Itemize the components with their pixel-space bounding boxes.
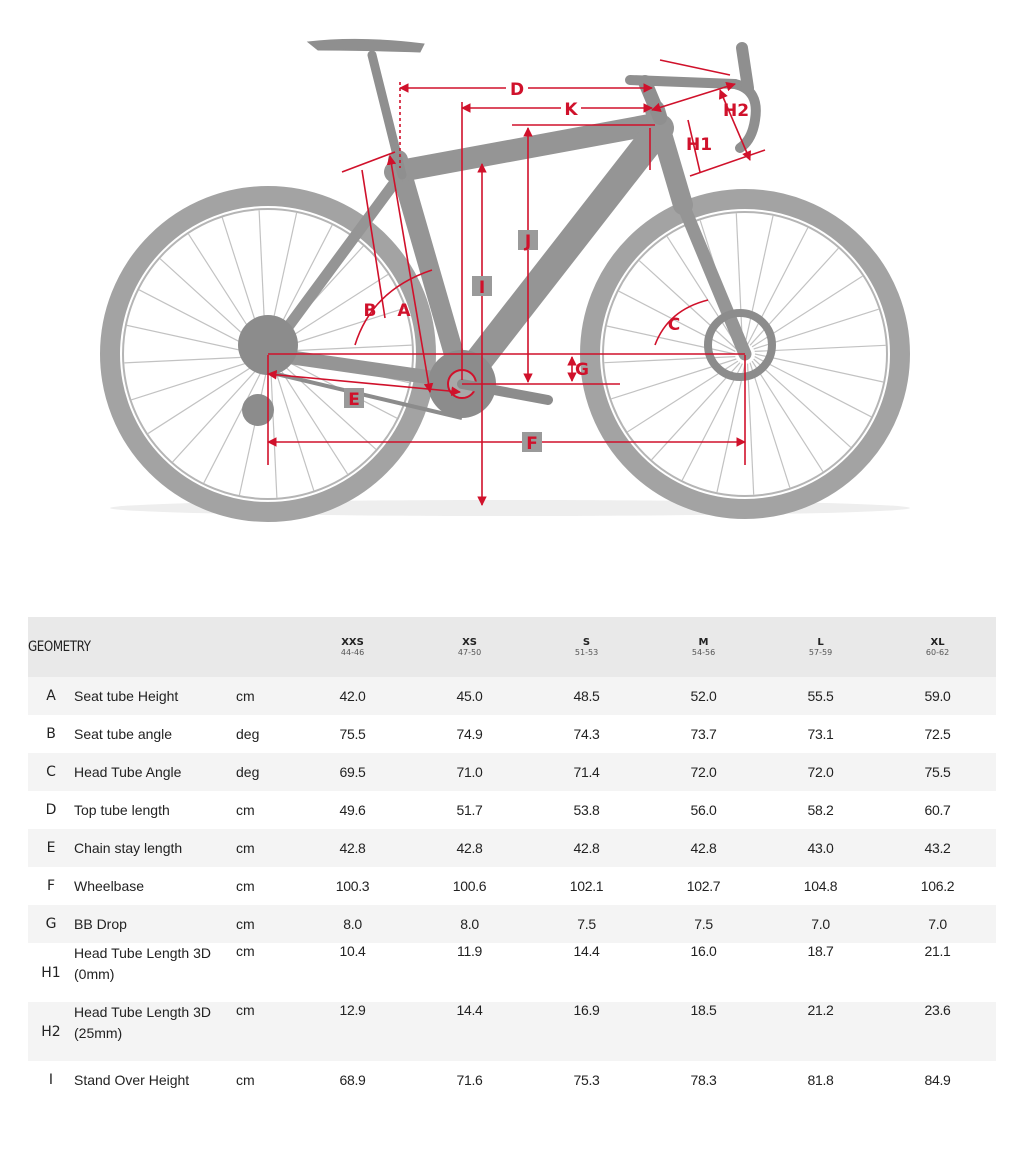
row-unit: cm [236, 943, 255, 959]
row-value-s: 14.4 [573, 943, 600, 959]
row-value-s: 71.4 [573, 764, 600, 780]
size-column-m [645, 617, 762, 677]
size-range: 60-62 [925, 647, 950, 657]
row-value-s: 7.5 [577, 916, 596, 932]
row-value-m: 52.0 [690, 688, 717, 704]
row-value-xl: 43.2 [924, 840, 951, 856]
row-code: A [46, 688, 56, 704]
row-value-xs: 11.9 [457, 943, 483, 959]
row-code: C [46, 764, 56, 780]
row-value-xs: 42.8 [456, 840, 483, 856]
wheel-spoke [748, 228, 808, 345]
row-value-xxs: 75.5 [339, 726, 366, 742]
row-value-xl: 60.7 [924, 802, 951, 818]
size-name: S [582, 636, 591, 648]
size-column-xs [411, 617, 528, 677]
size-range: 57-59 [808, 647, 833, 657]
row-unit: cm [236, 916, 255, 932]
size-range: 44-46 [340, 647, 365, 657]
wheel-spoke [748, 364, 754, 495]
label-d: D [509, 80, 525, 100]
row-value-m: 56.0 [690, 802, 717, 818]
row-value-l: 81.8 [807, 1072, 834, 1088]
label-h1: H1 [685, 135, 713, 155]
wheel-spoke [148, 361, 261, 433]
row-value-xl: 59.0 [924, 688, 951, 704]
row-value-xs: 51.7 [456, 802, 483, 818]
row-value-s: 75.3 [573, 1072, 600, 1088]
row-unit: deg [236, 764, 260, 780]
row-value-xxs: 10.4 [339, 943, 366, 959]
wheel-spoke [750, 363, 790, 488]
size-name: XXS [341, 636, 364, 648]
row-label: Head Tube Length 3D (25mm) [74, 1004, 211, 1041]
row-value-xs: 8.0 [460, 916, 479, 932]
row-unit: deg [236, 726, 260, 742]
row-code: H2 [41, 1023, 61, 1040]
row-value-l: 7.0 [811, 916, 830, 932]
label-j: J [524, 232, 532, 252]
table-row [28, 905, 996, 943]
row-value-s: 102.1 [569, 878, 604, 894]
wheel-spoke [124, 357, 258, 363]
table-row [28, 715, 996, 753]
bike-geometry-diagram [0, 0, 1023, 560]
table-row [28, 791, 996, 829]
label-h2: H2 [722, 101, 750, 121]
row-value-xs: 74.9 [456, 726, 483, 742]
table-title: GEOMETRY [28, 639, 91, 655]
row-value-m: 102.7 [686, 878, 721, 894]
table-row [28, 1002, 996, 1061]
row-value-xxs: 100.3 [335, 878, 370, 894]
row-value-xxs: 42.8 [339, 840, 366, 856]
label-c: C [667, 315, 681, 335]
row-value-s: 53.8 [573, 802, 600, 818]
size-range: 54-56 [691, 647, 716, 657]
row-value-l: 55.5 [807, 688, 834, 704]
row-value-l: 72.0 [807, 764, 834, 780]
size-range: 51-53 [574, 647, 599, 657]
wheel-spoke [271, 364, 277, 498]
row-value-l: 21.2 [807, 1002, 834, 1018]
row-value-s: 16.9 [573, 1002, 600, 1018]
row-value-xl: 72.5 [924, 726, 951, 742]
table-row [28, 1061, 996, 1099]
label-f: F [526, 434, 538, 454]
row-code: B [46, 726, 56, 742]
bike-illustration [0, 0, 1023, 560]
row-value-m: 18.5 [690, 1002, 717, 1018]
wheel-spoke [682, 364, 742, 481]
label-i: I [478, 278, 486, 298]
row-value-l: 43.0 [807, 840, 834, 856]
row-value-l: 73.1 [807, 726, 834, 742]
label-g: G [575, 360, 589, 380]
row-code: D [45, 802, 57, 818]
row-code: H1 [41, 964, 61, 981]
row-value-xxs: 42.0 [339, 688, 366, 704]
row-code: I [48, 1072, 54, 1088]
table-row [28, 867, 996, 905]
row-value-s: 74.3 [573, 726, 600, 742]
label-b: B [363, 301, 377, 321]
row-value-xs: 71.6 [456, 1072, 483, 1088]
row-label: BB Drop [74, 915, 127, 932]
row-value-xs: 100.6 [452, 878, 487, 894]
row-unit: cm [236, 688, 255, 704]
saddle [308, 39, 424, 175]
row-value-l: 58.2 [807, 802, 834, 818]
label-a: A [397, 301, 411, 321]
row-value-s: 42.8 [573, 840, 600, 856]
table-header [28, 617, 996, 677]
row-value-xl: 23.6 [924, 1002, 951, 1018]
row-value-xl: 106.2 [920, 878, 955, 894]
table-row [28, 677, 996, 715]
table-row [28, 753, 996, 791]
size-name: XL [930, 636, 945, 648]
wheel-spoke [752, 361, 823, 471]
row-value-m: 78.3 [690, 1072, 717, 1088]
table-row [28, 829, 996, 867]
row-code: E [46, 840, 56, 856]
row-value-m: 7.5 [694, 916, 713, 932]
row-label: Stand Over Height [74, 1071, 190, 1088]
label-e: E [348, 390, 360, 410]
size-range: 47-50 [457, 647, 482, 657]
size-name: L [817, 636, 824, 648]
row-value-xxs: 8.0 [343, 916, 362, 932]
row-unit: cm [236, 840, 255, 856]
row-value-xs: 14.4 [456, 1002, 483, 1018]
row-unit: cm [236, 802, 255, 818]
row-unit: cm [236, 1002, 255, 1018]
row-code: F [46, 878, 56, 894]
row-value-l: 104.8 [803, 878, 838, 894]
row-value-xs: 71.0 [456, 764, 483, 780]
row-value-xl: 75.5 [924, 764, 951, 780]
row-code: G [45, 916, 57, 932]
row-value-xxs: 49.6 [339, 802, 366, 818]
row-value-xl: 84.9 [924, 1072, 951, 1088]
row-value-l: 18.7 [807, 943, 834, 959]
size-name: XS [462, 636, 477, 648]
row-label: Head Tube Length 3D (0mm) [74, 945, 211, 982]
row-label: Wheelbase [74, 877, 145, 894]
wheel-spoke [755, 357, 872, 417]
row-label: Seat tube angle [74, 725, 173, 742]
label-k: K [564, 100, 578, 120]
row-label: Seat tube Height [74, 687, 179, 704]
row-value-xl: 21.1 [924, 943, 951, 959]
size-column-xl [879, 617, 996, 677]
size-column-s [528, 617, 645, 677]
row-value-xs: 45.0 [456, 688, 483, 704]
geometry-table [28, 617, 996, 1099]
table-body [28, 677, 996, 1099]
row-value-xl: 7.0 [928, 916, 947, 932]
row-value-m: 73.7 [690, 726, 717, 742]
row-value-xxs: 12.9 [339, 1002, 366, 1018]
row-label: Top tube length [74, 801, 170, 818]
row-value-m: 72.0 [690, 764, 717, 780]
size-column-xxs [294, 617, 411, 677]
row-value-s: 48.5 [573, 688, 600, 704]
row-label: Head Tube Angle [74, 763, 182, 780]
row-unit: cm [236, 878, 255, 894]
size-column-l [762, 617, 879, 677]
row-value-m: 16.0 [690, 943, 717, 959]
size-name: M [698, 636, 709, 648]
row-unit: cm [236, 1072, 255, 1088]
table-row [28, 943, 996, 1002]
dimension-lines [268, 60, 765, 505]
wheel-spoke [131, 359, 259, 400]
row-value-xxs: 69.5 [339, 764, 366, 780]
row-value-m: 42.8 [690, 840, 717, 856]
row-label: Chain stay length [74, 839, 183, 856]
row-value-xxs: 68.9 [339, 1072, 366, 1088]
